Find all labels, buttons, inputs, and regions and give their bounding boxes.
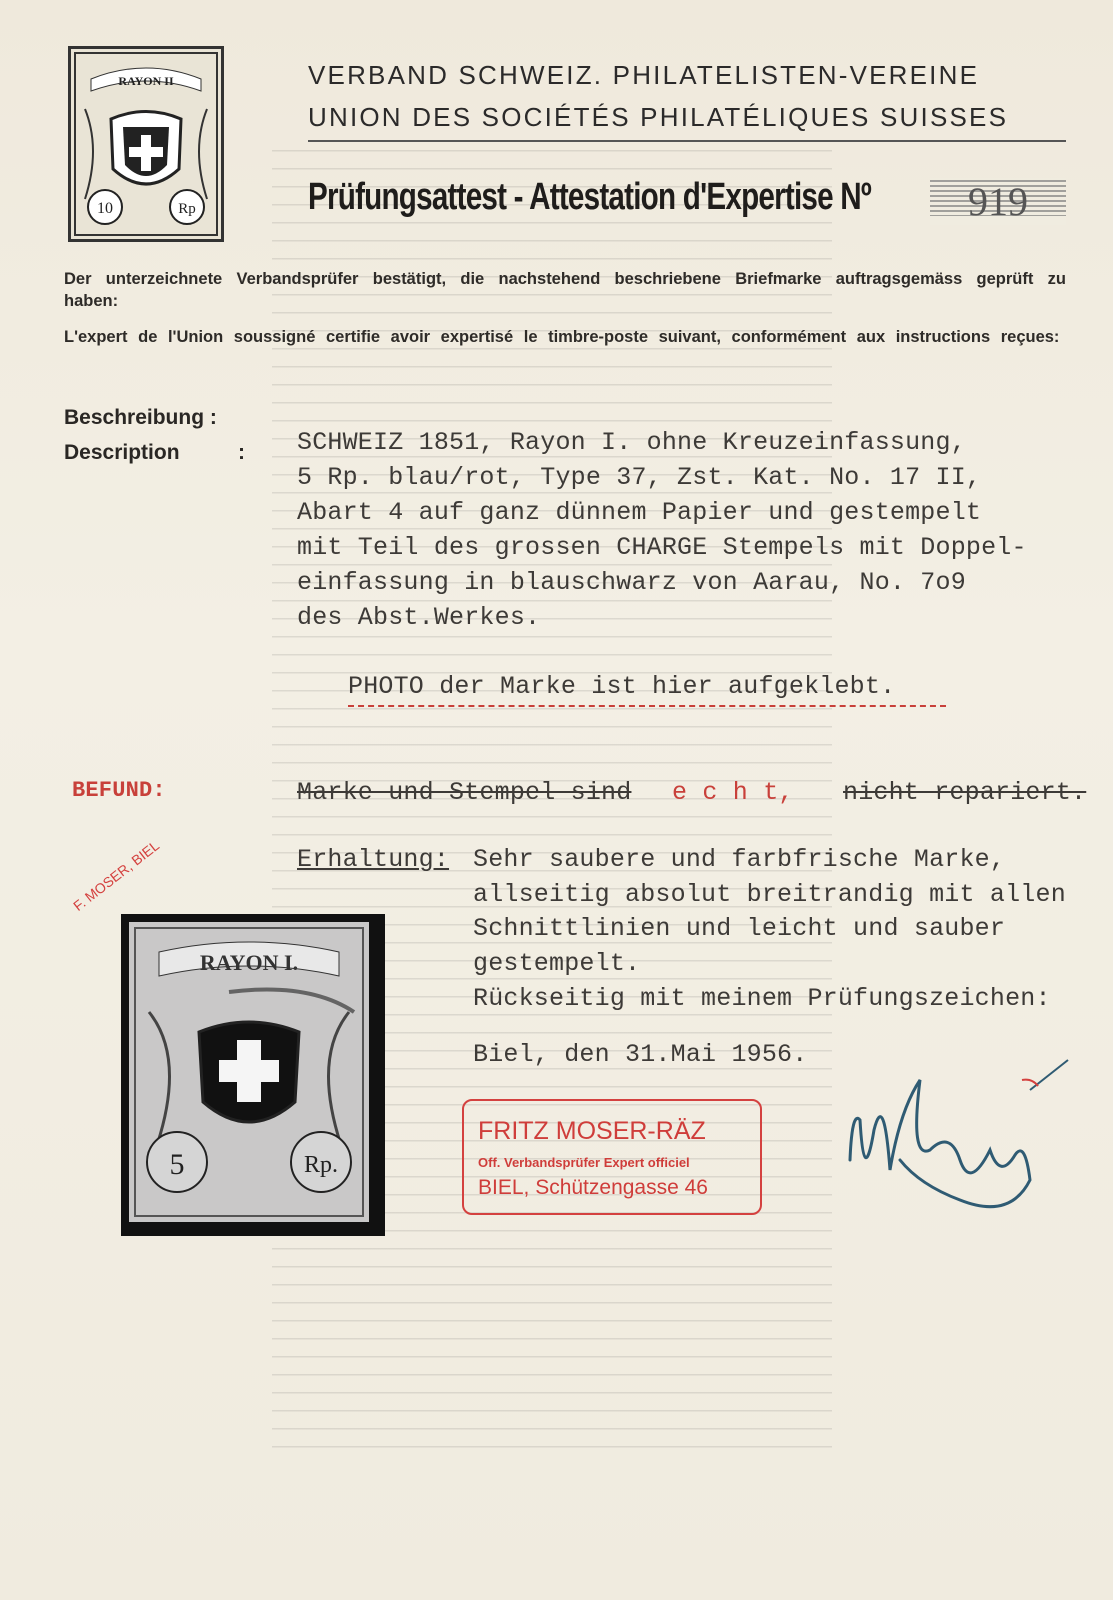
erhaltung-line-5: Rückseitig mit meinem Prüfungszeichen: [473, 984, 1051, 1013]
description-line-4: mit Teil des grossen CHARGE Stempels mit Doppel- [297, 533, 1027, 562]
description-label: Description [64, 441, 180, 464]
certificate-title: Prüfungsattest - Attestation d'Expertise Nº [308, 176, 871, 218]
association-name-french: UNION DES SOCIÉTÉS PHILATÉLIQUES SUISSES [308, 102, 1009, 132]
description-line-1: SCHWEIZ 1851, Rayon I. ohne Kreuzeinfassung, [297, 428, 966, 457]
befund-echt: e c h t, [672, 778, 794, 807]
erhaltung-line-2: allseitig absolut breitrandig mit allen [473, 880, 1066, 909]
association-name-german: VERBAND SCHWEIZ. PHILATELISTEN-VEREINE [308, 60, 980, 90]
svg-text:Rp.: Rp. [303, 1152, 339, 1178]
svg-text:5: 5 [169, 1148, 185, 1181]
seal-name: FRITZ MOSER-RÄZ [478, 1117, 706, 1145]
beschreibung-label: Beschreibung : [64, 406, 217, 429]
header-rule [308, 140, 1066, 142]
befund-text-1: Marke und Stempel sind [297, 778, 632, 807]
expert-mark-text: F. MOSER, BIEL [70, 837, 163, 914]
place-date: Biel, den 31.Mai 1956. [473, 1040, 808, 1069]
erhaltung-label: Erhaltung: [297, 845, 450, 874]
seal-address: BIEL, Schützengasse 46 [478, 1176, 708, 1199]
certificate-number-field [930, 179, 1066, 224]
description-colon: : [238, 441, 245, 464]
erhaltung-line-1: Sehr saubere und farbfrische Marke, [473, 845, 1006, 874]
svg-text:10: 10 [97, 200, 113, 217]
description-line-3: Abart 4 auf ganz dünnem Papier und gestempelt [297, 498, 982, 527]
befund-text-2: nicht repariert. [843, 778, 1087, 807]
stamp-photo [121, 914, 385, 1236]
erhaltung-line-3: Schnittlinien und leicht und sauber [473, 914, 1006, 943]
rayon-ii-emblem-icon [71, 49, 221, 239]
photo-note-underline [348, 705, 946, 707]
photo-note: PHOTO der Marke ist hier aufgeklebt. [348, 672, 896, 701]
svg-text:Rp: Rp [178, 201, 196, 217]
erhaltung-line-4: gestempelt. [473, 949, 641, 978]
rayon-stamp-logo [68, 46, 224, 242]
rayon-i-stamp-icon [129, 922, 369, 1222]
svg-text:RAYON I.: RAYON I. [199, 950, 299, 975]
intro-german: Der unterzeichnete Verbandsprüfer bestätigt, die nachstehend beschriebene Briefmarke auftragsgemäss geprüft zu haben: [64, 270, 1066, 310]
handwritten-signature-icon [840, 1050, 1080, 1240]
expert-seal [462, 1099, 762, 1215]
seal-role: Off. Verbandsprüfer Expert officiel [478, 1155, 690, 1170]
befund-label: BEFUND: [72, 778, 166, 803]
svg-text:RAYON II: RAYON II [118, 74, 174, 88]
description-line-5: einfassung in blauschwarz von Aarau, No. 7o9 [297, 568, 966, 597]
intro-french: L'expert de l'Union soussigné certifie avoir expertisé le timbre-poste suivant, conformément aux instructions reçues: [64, 328, 1060, 346]
description-line-6: des Abst.Werkes. [297, 603, 541, 632]
certificate-number: 919 [930, 178, 1066, 225]
association-header [308, 54, 1068, 138]
description-line-2: 5 Rp. blau/rot, Type 37, Zst. Kat. No. 17 II, [297, 463, 982, 492]
